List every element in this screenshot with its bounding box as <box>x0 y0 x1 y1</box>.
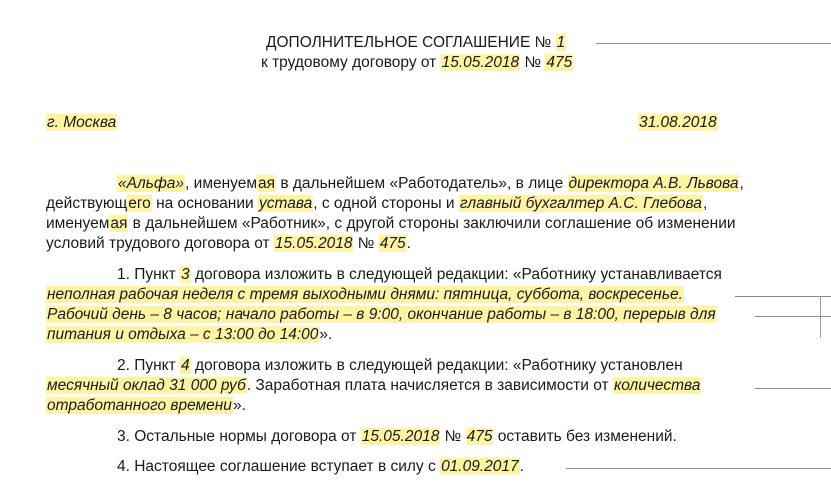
document-title: ДОПОЛНИТЕЛЬНОЕ СОГЛАШЕНИЕ № 1 <box>266 34 566 51</box>
document-subtitle: к трудовому договору от 15.05.2018 № 475 <box>261 54 573 71</box>
employer-name: «Альфа» <box>118 175 185 192</box>
annotation-rule <box>755 388 831 389</box>
annotation-bracket <box>820 296 821 338</box>
clause-1-line-4: питания и отдыха – с 13:00 до 14:00». <box>47 326 333 343</box>
basis-document: устава <box>258 195 313 212</box>
clause-1-line-3: Рабочий день – 8 часов; начало работы – в 9:00, окончание работы – в 18:00, перерыв для <box>47 306 716 323</box>
intro-line-1: «Альфа», именуемая в дальнейшем «Работодатель», в лице директора А.В. Львова, <box>118 175 744 192</box>
clause-1-line-1: 1. Пункт 3 договора изложить в следующей редакции: «Работнику устанавливается <box>117 266 722 283</box>
annotation-rule <box>735 296 831 297</box>
contract-date: 15.05.2018 <box>441 54 520 71</box>
clause-2-line-1: 2. Пункт 4 договора изложить в следующей редакции: «Работнику установлен <box>117 357 683 374</box>
clause-1-line-2: неполная рабочая неделя с тремя выходными днями: пятница, суббота, воскресенье. <box>47 286 683 303</box>
place-city: г. Москва <box>47 114 117 131</box>
intro-line-3: именуемая в дальнейшем «Работник», с другой стороны заключили соглашение об изменении <box>46 215 736 232</box>
contract-number: 475 <box>546 54 573 71</box>
director-name: директора А.В. Львова <box>568 175 739 192</box>
annotation-rule <box>566 468 831 469</box>
employee-name: главный бухгалтер А.С. Глебова <box>459 195 702 212</box>
clause-2-line-2: месячный оклад 31 000 руб. Заработная плата начисляется в зависимости от количества <box>47 377 701 394</box>
intro-line-2: действующего на основании устава, с одной стороны и главный бухгалтер А.С. Глебова, <box>46 195 708 212</box>
clause-4: 4. Настоящее соглашение вступает в силу с 01.09.2017. <box>117 458 524 475</box>
clause-2-line-3: отработанного времени». <box>47 397 246 414</box>
agreement-date: 31.08.2018 <box>639 114 717 131</box>
intro-line-4: условий трудового договора от 15.05.2018 № 475. <box>46 235 411 252</box>
agreement-number: 1 <box>556 34 566 51</box>
clause-3: 3. Остальные нормы договора от 15.05.2018 № 475 оставить без изменений. <box>117 428 677 445</box>
annotation-rule <box>596 43 831 44</box>
